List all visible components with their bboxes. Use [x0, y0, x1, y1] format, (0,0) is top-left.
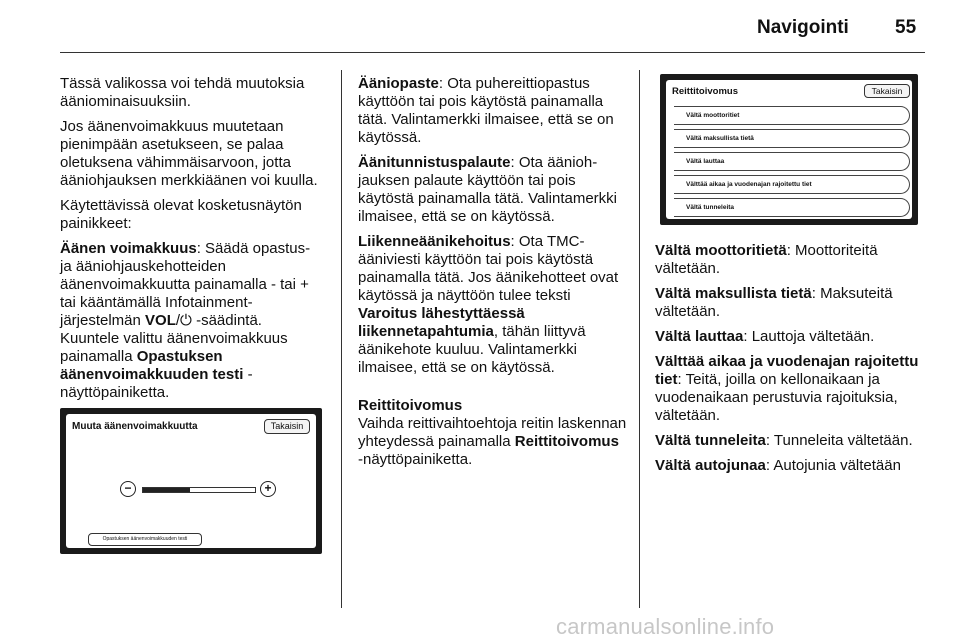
page-number: 55: [895, 17, 917, 38]
header-rule: [60, 52, 925, 53]
term: Vältä maksullista tietä: [655, 285, 812, 302]
term: VOL: [145, 312, 176, 329]
term: Opastuksen äänenvoimakkuuden testi: [60, 348, 244, 383]
term: Vältä tunneleita: [655, 432, 766, 449]
screen-title: Muuta äänenvoimakkuutta: [72, 421, 198, 432]
section-heading: Reittitoivomus: [358, 397, 463, 414]
column-divider: [341, 70, 342, 608]
volume-bar: [142, 487, 256, 493]
volume-screen-image: [60, 408, 322, 554]
paragraph: Äänen voimakkuus: Säädä opastus- ja ääniohjauskehotteiden äänenvoimakkuutta painamalla - tai + tai kääntämällä Infotainment-järjestelmän VOL/⏻ -säädintä. Kuuntele valittu äänenvoimakkuus painamalla Opastuksen äänenvoimakkuuden testi -näyttöpainiketta.: [60, 240, 311, 401]
volume-control: [120, 481, 276, 497]
column-right: [655, 242, 930, 482]
term: Välttää aikaa ja vuodenajan rajoitettu tiet: [655, 353, 919, 388]
paragraph: Vältä moottoritietä: Moottoriteitä vältetään.: [655, 242, 878, 277]
term: Vältä autojunaa: [655, 457, 766, 474]
minus-icon: −: [120, 481, 136, 497]
route-option-list: [674, 106, 910, 219]
paragraph: Vältä autojunaa: Autojunia vältetään: [655, 457, 901, 474]
paragraph: Vältä tunneleita: Tunneleita vältetään.: [655, 432, 913, 449]
paragraph: Käytettävissä olevat kosketusnäytön painikkeet:: [60, 197, 302, 232]
paragraph: Äänitunnistuspalaute: Ota ääniohjauksen palaute käyttöön tai pois käytöstä painamalla tätä. Valintamerkki ilmaisee, että se on käytössä.: [358, 154, 618, 225]
column-divider: [639, 70, 640, 608]
column-middle: [358, 75, 628, 476]
paragraph: Liikenneäänikehoitus: Ota TMC-ääniviesti käyttöön tai pois käytöstä painamalla tätä. Jos äänikehotteet ovat käytössä ja näyttöön tulee teksti Varoitus lähestyttäessä liikennetapahtumia, tähän liittyvä äänikehote kuuluu. Valintamerkki ilmaisee, että se on käytössä.: [358, 233, 619, 376]
volume-test-button: Opastuksen äänenvoimakkuuden testi: [88, 533, 202, 546]
column-left: [60, 75, 325, 409]
paragraph: Vaihda reittivaihtoehtoja reitin laskennan yhteydessä painamalla Reittitoivomus -näyttöpainiketta.: [358, 415, 627, 468]
paragraph: Vältä lauttaa: Lauttoja vältetään.: [655, 328, 875, 345]
route-option: Vältä lauttaa: [674, 152, 910, 171]
route-option: Vältä maksullista tietä: [674, 129, 910, 148]
volume-bar-fill: [143, 488, 190, 492]
term: Ääniopaste: [358, 75, 439, 92]
paragraph: Tässä valikossa voi tehdä muutoksia ääniominaisuuksiin.: [60, 75, 305, 110]
term: Liikenneäänikehoitus: [358, 233, 511, 250]
paragraph: Välttää aikaa ja vuodenajan rajoitettu tiet: Teitä, joilla on kellonaikaan ja vuodenaikaan perustuvia rajoituksia, vältetään.: [655, 353, 919, 424]
paragraph: Ääniopaste: Ota puhereittiopastus käyttöön tai pois käytöstä painamalla tätä. Valintamerkki ilmaisee, että se on käytössä.: [358, 75, 614, 146]
route-option: Välttää aikaa ja vuodenajan rajoitettu tiet: [674, 175, 910, 194]
paragraph: Vältä maksullista tietä: Maksuteitä vältetään.: [655, 285, 893, 320]
paragraph: Jos äänenvoimakkuus muutetaan pienimpään asetukseen, se palaa oletuksena vähimmäisarvoon, jotta ääniohjauksen merkkiäänen voi kuulla.: [60, 118, 318, 189]
plus-icon: +: [260, 481, 276, 497]
term: Vältä moottoritietä: [655, 242, 787, 259]
watermark: carmanualsonline.info: [556, 614, 775, 639]
screen-title: Reittitoivomus: [672, 86, 738, 97]
term: Äänen voimakkuus: [60, 240, 197, 257]
back-button: Takaisin: [264, 419, 310, 434]
term: Reittitoivomus: [514, 433, 619, 450]
route-option: Vältä moottoritiet: [674, 106, 910, 125]
term: Vältä lauttaa: [655, 328, 744, 345]
route-option: Vältä tunneleita: [674, 198, 910, 217]
back-button: Takaisin: [864, 84, 910, 98]
page-title: Navigointi: [757, 17, 849, 38]
page-header: [0, 0, 960, 52]
route-preference-screen-image: [660, 74, 918, 225]
term: Varoitus lähestyttäessä liikennetapahtumia: [358, 305, 525, 340]
term: Äänitunnistuspalaute: [358, 154, 511, 171]
